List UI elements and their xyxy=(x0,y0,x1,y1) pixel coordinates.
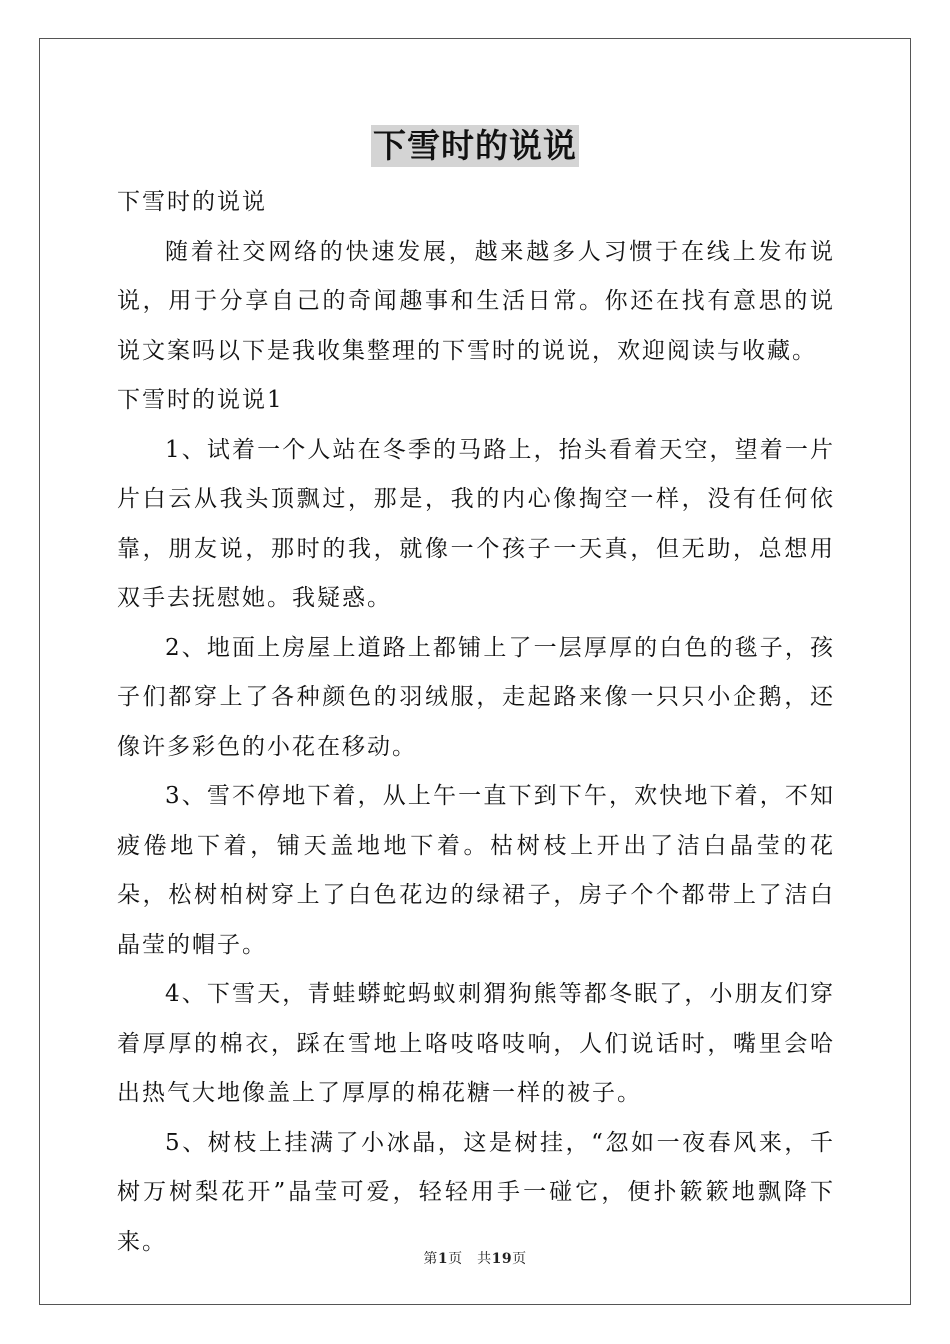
section-heading: 下雪时的说说1 xyxy=(117,387,284,413)
footer-page-total: 19 xyxy=(491,1251,513,1267)
list-item: 2、地面上房屋上道路上都铺上了一层厚厚的白色的毯子，孩子们都穿上了各种颜色的羽绒服，走起路来像一只只小企鹅，还像许多彩色的小花在移动。 xyxy=(117,634,835,760)
paragraph: 下雪时的说说 xyxy=(117,189,267,215)
page-footer xyxy=(0,1248,950,1268)
document-body xyxy=(117,178,835,1267)
paragraph: 随着社交网络的快速发展，越来越多人习惯于在线上发布说说，用于分享自己的奇闻趣事和生活日常。你还在找有意思的说说文案吗以下是我收集整理的下雪时的说说，欢迎阅读与收藏。 xyxy=(117,238,835,364)
list-item: 1、试着一个人站在冬季的马路上，抬头看着天空，望着一片片白云从我头顶飘过，那是，我的内心像掏空一样，没有任何依靠，朋友说，那时的我，就像一个孩子一天真，但无助，总想用双手去抚慰她。我疑惑。 xyxy=(117,436,835,611)
footer-page-mid: 页 共 xyxy=(448,1251,492,1267)
title-container xyxy=(0,125,950,167)
list-item: 5、树枝上挂满了小冰晶，这是树挂，“忽如一夜春风来，千树万树梨花开”晶莹可爱，轻轻用手一碰它，便扑簌簌地飘降下来。 xyxy=(117,1129,835,1255)
footer-page-current: 1 xyxy=(437,1251,449,1267)
list-item: 4、下雪天，青蛙蟒蛇蚂蚁刺猬狗熊等都冬眠了，小朋友们穿着厚厚的棉衣，踩在雪地上咯吱咯吱响，人们说话时，嘴里会哈出热气大地像盖上了厚厚的棉花糖一样的被子。 xyxy=(117,981,835,1106)
list-item: 3、雪不停地下着，从上午一直下到下午，欢快地下着，不知疲倦地下着，铺天盖地地下着。枯树枝上开出了洁白晶莹的花朵，松树柏树穿上了白色花边的绿裙子，房子个个都带上了洁白晶莹的帽子。 xyxy=(117,783,835,958)
document-title: 下雪时的说说 xyxy=(373,126,577,165)
footer-page-suffix: 页 xyxy=(512,1251,527,1267)
footer-page-prefix: 第 xyxy=(423,1251,438,1267)
